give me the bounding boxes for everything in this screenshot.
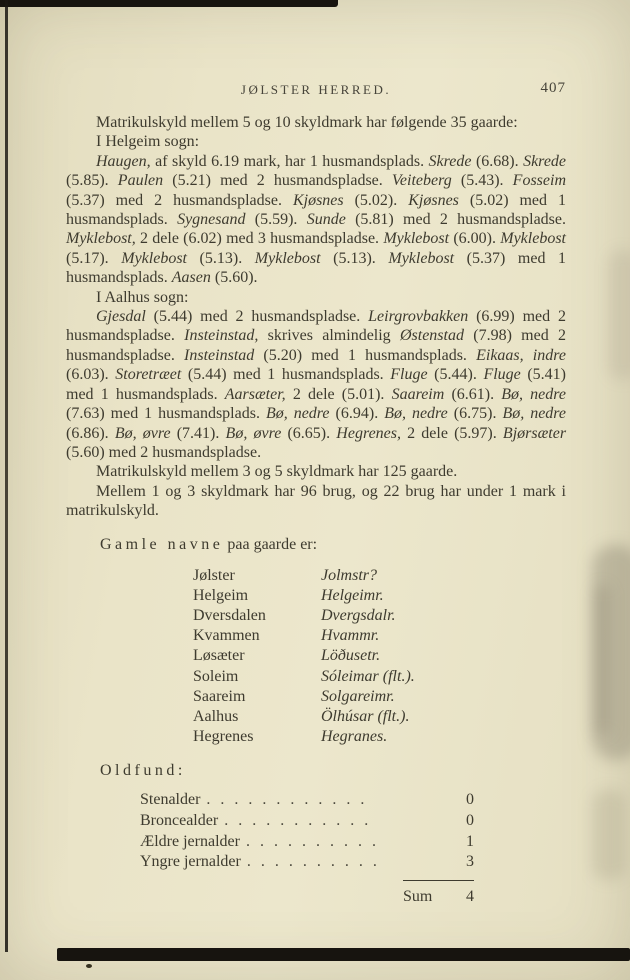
oldfund-row — [140, 790, 474, 811]
para-aalhus-farms: Gjesdal (5.44) med 2 husmandspladse. Leirgrovbakken (6.99) med 2 husmandspladse. Insteinstad, skrives almindelig Østenstad (7.98) med 2 husmandspladse. Insteinstad (5.20) med 1 husmandsplads. Eikaas, indre (6.03). Storetræet (5.44) med 1 husmandsplads. Fluge (5.44). Fluge (5.41) med 1 husmandsplads. Aarsæter, 2 dele (5.01). Saareim (6.61). Bø, nedre (7.63) med 1 husmandsplads. Bø, nedre (6.94). Bø, nedre (6.75). Bø, nedre (6.86). Bø, øvre (7.41). Bø, øvre (6.65). Hegrenes, 2 dele (5.97). Bjørsæter (5.60) med 2 husmandspladse. — [66, 308, 567, 461]
old-names-row — [193, 646, 566, 666]
oldfund-row — [140, 811, 474, 832]
oldfund-table — [140, 790, 474, 907]
old-names-heading-spaced: Gamle navne — [100, 535, 224, 553]
modern-name: Jølster — [193, 566, 235, 584]
modern-name: Kvammen — [193, 627, 260, 645]
old-names-row — [193, 667, 566, 687]
para-skyldmark-under-1: Mellem 1 og 3 skyldmark har 96 brug, og 22 brug har under 1 mark i matrikulskyld. — [66, 482, 566, 520]
old-names-row — [193, 606, 566, 626]
para-matrikulskyld-3-5: Matrikulskyld mellem 3 og 5 skyldmark har 125 gaarde. — [96, 463, 458, 481]
modern-name: Saareim — [193, 687, 246, 705]
oldfund-row — [140, 852, 474, 873]
para-matrikulskyld-5-10: Matrikulskyld mellem 5 og 10 skyldmark har følgende 35 gaarde: — [96, 114, 518, 131]
find-period-label: Broncealder — [140, 811, 219, 829]
old-norse-name: Dvergsdalr. — [321, 606, 396, 624]
old-names-row — [193, 626, 566, 646]
para-helgeim-sogn-heading: I Helgeim sogn: — [96, 133, 200, 151]
para-helgeim-farms: Haugen, af skyld 6.19 mark, har 1 husmandsplads. Skrede (6.68). Skrede (5.85). Paulen (5.21) med 2 husmandspladse. Veiteberg (5.43). Fosseim (5.37) med 2 husmandspladse. Kjøsnes (5.02). Kjøsnes (5.02) med 1 husmandsplads. Sygnesand (5.59). Sunde (5.81) med 2 husmandspladse. Myklebost, 2 dele (6.02) med 3 husmandspladse. Myklebost (6.00). Myklebost (5.17). Myklebost (5.13). Myklebost (5.13). Myklebost (5.37) med 1 husmandsplads. Aasen (5.60). — [66, 152, 567, 287]
old-names-row — [193, 687, 566, 707]
sum-value: 4 — [466, 887, 474, 905]
scan-artifact-left-edge — [5, 0, 8, 952]
old-norse-name: Hvammr. — [321, 627, 380, 645]
modern-name: Dversdalen — [193, 606, 266, 624]
dot-leader: . . . . . . . . . . — [246, 853, 380, 871]
scan-artifact-bottom-edge — [57, 948, 630, 961]
modern-name: Helgeim — [193, 586, 249, 604]
sum-divider-rule — [403, 880, 474, 881]
page-header — [66, 82, 566, 98]
find-count: 0 — [466, 791, 474, 809]
old-norse-name: Löðusetr. — [321, 647, 381, 665]
oldfund-row — [140, 832, 474, 853]
oldfund-heading — [66, 761, 566, 781]
find-period-label: Stenalder — [140, 791, 201, 809]
find-period-label: Ældre jernalder — [140, 832, 240, 850]
old-norse-name: Hegranes. — [321, 728, 388, 746]
dot-leader: . . . . . . . . . . . . — [206, 791, 368, 809]
old-names-row — [193, 586, 566, 606]
old-names-heading-rest: paa gaarde er: — [223, 535, 318, 553]
old-norse-name: Sóleimar (flt.). — [321, 667, 415, 685]
old-names-heading — [66, 535, 566, 555]
oldfund-heading-text: Oldfund: — [100, 762, 186, 780]
modern-name: Løsæter — [193, 647, 245, 665]
old-norse-name: Ölhúsar (flt.). — [321, 707, 410, 725]
find-period-label: Yngre jernalder — [140, 853, 241, 871]
old-norse-name: Solgareimr. — [321, 687, 395, 705]
scan-artifact-ink-dot — [86, 964, 92, 968]
old-names-row — [193, 727, 566, 747]
sum-row — [403, 887, 474, 908]
find-count: 3 — [466, 853, 474, 871]
old-names-row — [193, 707, 566, 727]
modern-name: Aalhus — [193, 707, 239, 725]
page-number: 407 — [540, 80, 566, 96]
find-count: 1 — [466, 832, 474, 850]
old-names-table — [193, 566, 566, 748]
running-title: JØLSTER HERRED. — [240, 82, 392, 97]
modern-name: Soleim — [193, 667, 239, 685]
old-norse-name: Helgeimr. — [321, 586, 384, 604]
old-norse-name: Jolmstr? — [321, 566, 377, 584]
old-names-row — [193, 566, 566, 586]
find-count: 0 — [466, 811, 474, 829]
para-aalhus-sogn-heading: I Aalhus sogn: — [96, 288, 189, 306]
dot-leader: . . . . . . . . . . — [245, 832, 379, 850]
dot-leader: . . . . . . . . . . . — [224, 811, 372, 829]
modern-name: Hegrenes — [193, 728, 254, 746]
scan-artifact-top-edge — [0, 0, 338, 7]
sum-label: Sum — [403, 887, 433, 905]
